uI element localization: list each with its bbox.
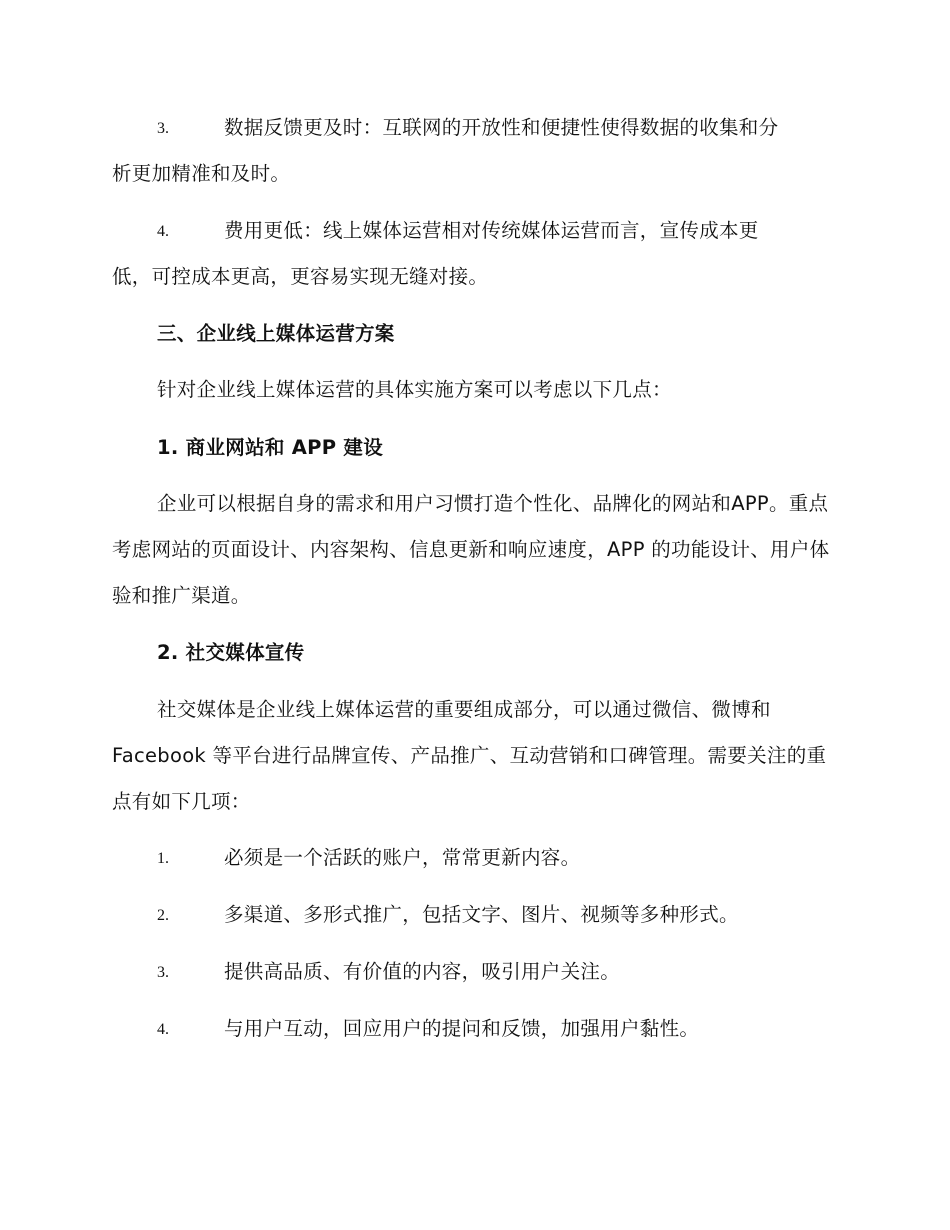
subsection-heading: 1. 商业网站和 APP 建设 [157, 436, 384, 459]
list-item-continuation: 析更加精准和及时。 [112, 162, 291, 185]
list-item-text: 数据反馈更及时：互联网的开放性和便捷性使得数据的收集和分 [224, 116, 779, 139]
list-item-text: 提供高品质、有价值的内容，吸引用户关注。 [224, 960, 621, 983]
list-number: 4. [157, 1021, 169, 1038]
section-heading: 三、企业线上媒体运营方案 [157, 322, 395, 345]
list-item-continuation: 低，可控成本更高，更容易实现无缝对接。 [112, 265, 489, 288]
list-number: 3. [157, 120, 169, 137]
list-number: 3. [157, 964, 169, 981]
paragraph: 社交媒体是企业线上媒体运营的重要组成部分，可以通过微信、微博和Facebook 等平台进行品牌宣传、产品推广、互动营销和口碑管理。需要关注的重点有如下几项： [112, 698, 827, 813]
list-item-text: 与用户互动，回应用户的提问和反馈，加强用户黏性。 [224, 1017, 700, 1040]
list-item-text: 费用更低：线上媒体运营相对传统媒体运营而言，宣传成本更 [224, 219, 759, 242]
list-item-text: 多渠道、多形式推广，包括文字、图片、视频等多种形式。 [224, 903, 739, 926]
section-intro: 针对企业线上媒体运营的具体实施方案可以考虑以下几点： [157, 378, 672, 401]
list-item-text: 必须是一个活跃的账户，常常更新内容。 [224, 846, 581, 869]
subsection-heading: 2. 社交媒体宣传 [157, 641, 305, 664]
list-number: 2. [157, 907, 169, 924]
list-number: 1. [157, 850, 169, 867]
paragraph: 企业可以根据自身的需求和用户习惯打造个性化、品牌化的网站和APP。重点考虑网站的页面设计、内容架构、信息更新和响应速度，APP 的功能设计、用户体验和推广渠道。 [112, 492, 830, 607]
list-number: 4. [157, 223, 169, 240]
